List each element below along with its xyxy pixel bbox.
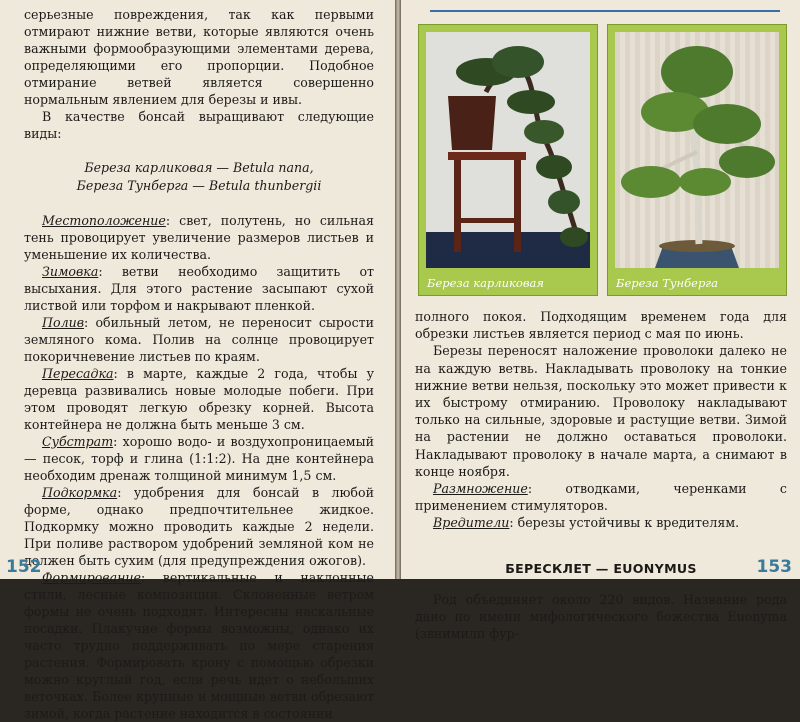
photo-caption: Береза Тунберга bbox=[616, 276, 718, 290]
term-text: : в марте, каждые 2 года, чтобы у деревца развивались новые молодые побеги. При этом проводят легкую обрезку корней. Высота контейнера не должна быть меньше 3 см. bbox=[24, 366, 374, 432]
species-list bbox=[24, 159, 374, 195]
care-item-feeding bbox=[24, 484, 374, 569]
right-page bbox=[401, 0, 800, 642]
species-item: Береза карликовая — Betula nana, bbox=[84, 160, 314, 175]
term: Местоположение bbox=[42, 213, 166, 228]
section-heading: БЕРЕСКЛЕТ — EUONYMUS bbox=[505, 560, 697, 576]
term: Вредители bbox=[433, 515, 510, 531]
paragraph: Род объединяет около 220 видов. Название рода дано по имени мифологического божества Euonyma (звнимилп фур- bbox=[415, 591, 787, 642]
term: Размножение bbox=[433, 481, 528, 497]
page-number: 153 bbox=[756, 557, 792, 577]
term-text: : березы устойчивы к вредителям. bbox=[509, 515, 740, 531]
term-text: : удобрения для бонсай в любой форме, однако предпочтительнее жидкое. Подкормку можно проводить каждые 2 недели. При поливе раствором удобрений земляной ком не должен быть сухим (для предупреждения ожогов). bbox=[24, 485, 374, 568]
left-page-text bbox=[24, 6, 374, 722]
term: Формирование bbox=[42, 570, 141, 585]
photo-betula-nana bbox=[418, 24, 598, 296]
paragraph: серьезные повреждения, так как первыми отмирают нижние ветви, которые являются очень важными формообразующими элементами дерева, определяющими его пропорции. Подобное отмирание ветвей является совершенно нормальным явлением для березы и ивы. bbox=[24, 7, 374, 107]
bonsai-photo bbox=[615, 32, 779, 268]
care-item-propagation bbox=[415, 480, 787, 514]
paragraph: Березы переносят наложение проволоки далеко не на каждую ветвь. Накладывать проволоку на тонкие нижние ветви нельзя, поскольку это может привести к их быстрому отмиранию. Проволоку накладывают только на сильные, здоровые и растущие ветви. Зимой на растении не должно оставаться проволоки. Накладывают проволоку в начале марта, а снимают в конце ноября. bbox=[415, 343, 787, 479]
care-item-winter bbox=[24, 263, 374, 314]
term: Подкормка bbox=[42, 485, 118, 500]
term-text: : ветви необходимо защитить от высыхания. Для этого растение засыпают сухой листвой или торфом и накрывают пленкой. bbox=[24, 264, 374, 313]
header-rule bbox=[430, 10, 780, 12]
right-page-text bbox=[415, 308, 787, 642]
term: Пересадка bbox=[42, 366, 114, 381]
care-item-repot bbox=[24, 365, 374, 433]
term: Субстрат bbox=[42, 434, 114, 449]
care-item-pests bbox=[415, 514, 787, 531]
paragraph: полного покоя. Подходящим временем года для обрезки листьев является период с мая по июнь. bbox=[415, 309, 787, 342]
term-text: : обильный летом, не переносит сырости земляного кома. Полив на солнце провоцирует покоричневение листьев по краям. bbox=[24, 315, 374, 364]
bonsai-photo bbox=[426, 32, 590, 268]
page-number: 152 bbox=[6, 557, 42, 577]
term: Полив bbox=[42, 315, 85, 330]
care-item-substrate bbox=[24, 433, 374, 484]
term: Зимовка bbox=[42, 264, 99, 279]
term-text: : хорошо водо- и воздухопроницаемый — песок, торф и глина (1:1:2). На дне контейнера необходим дренаж толщиной минимум 1,5 см. bbox=[24, 434, 374, 483]
photo-betula-thunbergii bbox=[607, 24, 787, 296]
care-item-watering bbox=[24, 314, 374, 365]
paragraph: В качестве бонсай выращивают следующие виды: bbox=[24, 109, 374, 141]
left-page bbox=[0, 0, 396, 721]
term-text: : отводками, черенками с применением стимуляторов. bbox=[415, 481, 787, 514]
term-text: : вертикальные и наклонные стили, лесные композиции. Склоненные ветром формы не очень подходят. Интересны наскальные посадки. Плакучие формы возможны, однако их часто трудно поддерживать по мере старения растения. Формировать крону с помощью обрезки можно круглый год, если речь идет о небольших веточках. Более крупные и мощные ветви обрезают зимой, когда растение находится в состоянии bbox=[24, 570, 374, 721]
care-item-forming bbox=[24, 569, 374, 722]
photo-caption: Береза карликовая bbox=[427, 276, 544, 290]
care-item-placement bbox=[24, 212, 374, 263]
species-item: Береза Тунберга — Betula thunbergii bbox=[76, 178, 322, 193]
term-text: : свет, полутень, но сильная тень провоцирует увеличение размеров листьев и уменьшение их количества. bbox=[24, 213, 374, 262]
